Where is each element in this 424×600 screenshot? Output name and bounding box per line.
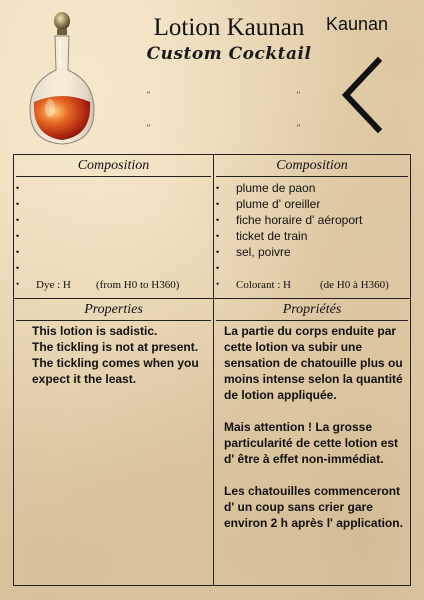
properties-fr-text: [214, 323, 410, 547]
decorative-marker: ": [146, 123, 150, 133]
colorant-range: (de H0 à H360): [320, 279, 389, 291]
composition-fr-heading: Composition: [276, 158, 348, 173]
heading-rule: [216, 176, 408, 177]
properties-en-cell: [14, 299, 213, 585]
composition-en-heading: Composition: [77, 158, 150, 173]
list-item: [14, 228, 213, 244]
properties-fr-heading: Propriétés: [282, 302, 342, 317]
paragraph: La partie du corps enduite par cette lotion va subir une sensation de chatouille plus ou moins intense selon la quantité de lotion appliquée.: [224, 324, 403, 402]
kaunan-rune-icon: [338, 55, 388, 135]
potion-bottle-icon: [22, 10, 102, 155]
properties-en-heading: Properties: [84, 302, 143, 317]
list-item: • sel, poivre: [214, 244, 410, 260]
properties-en-text: This lotion is sadistic. The tickling is not at present. The tickling comes when you expect it the least.: [32, 324, 199, 386]
colorant-label: Colorant : H: [236, 279, 291, 291]
composition-en-cell: [14, 155, 213, 298]
page-subtitle: Custom Cocktail: [146, 44, 312, 64]
list-item: [14, 180, 213, 196]
list-item: • plume de paon: [214, 180, 410, 196]
list-item: • plume d' oreiller: [214, 196, 410, 212]
list-item: • fiche horaire d' aéroport: [214, 212, 410, 228]
page-title: Lotion Kaunan: [153, 14, 305, 41]
list-item: [14, 212, 213, 228]
colorant-row: • Colorant : H (de H0 à H360): [216, 279, 389, 291]
heading-rule: [216, 320, 408, 321]
composition-fr-cell: [214, 155, 410, 298]
dye-range: (from H0 to H360): [96, 279, 180, 291]
rune-name: Kaunan: [326, 14, 389, 34]
paragraph: Les chatouilles commenceront d' un coup sans crier gare environ 2 h après l' application.: [224, 484, 403, 530]
properties-fr-cell: [214, 299, 410, 585]
heading-rule: [16, 320, 211, 321]
decorative-marker: ": [146, 90, 150, 100]
paragraph: Mais attention ! La grosse particularité de cette lotion est d' être à effet non-immédiat.: [224, 420, 399, 466]
dye-label: Dye : H: [36, 279, 71, 291]
list-item: [14, 260, 213, 276]
list-item: [14, 196, 213, 212]
dye-row: • Dye : H (from H0 to H360): [16, 279, 180, 291]
list-item: [214, 260, 410, 276]
list-item: [14, 244, 213, 260]
heading-rule: [16, 176, 211, 177]
decorative-marker: ": [296, 123, 300, 133]
composition-en-list: [14, 180, 213, 276]
list-item: • ticket de train: [214, 228, 410, 244]
composition-fr-list: [214, 180, 410, 276]
recipe-table: [13, 154, 411, 586]
decorative-marker: ": [296, 90, 300, 100]
